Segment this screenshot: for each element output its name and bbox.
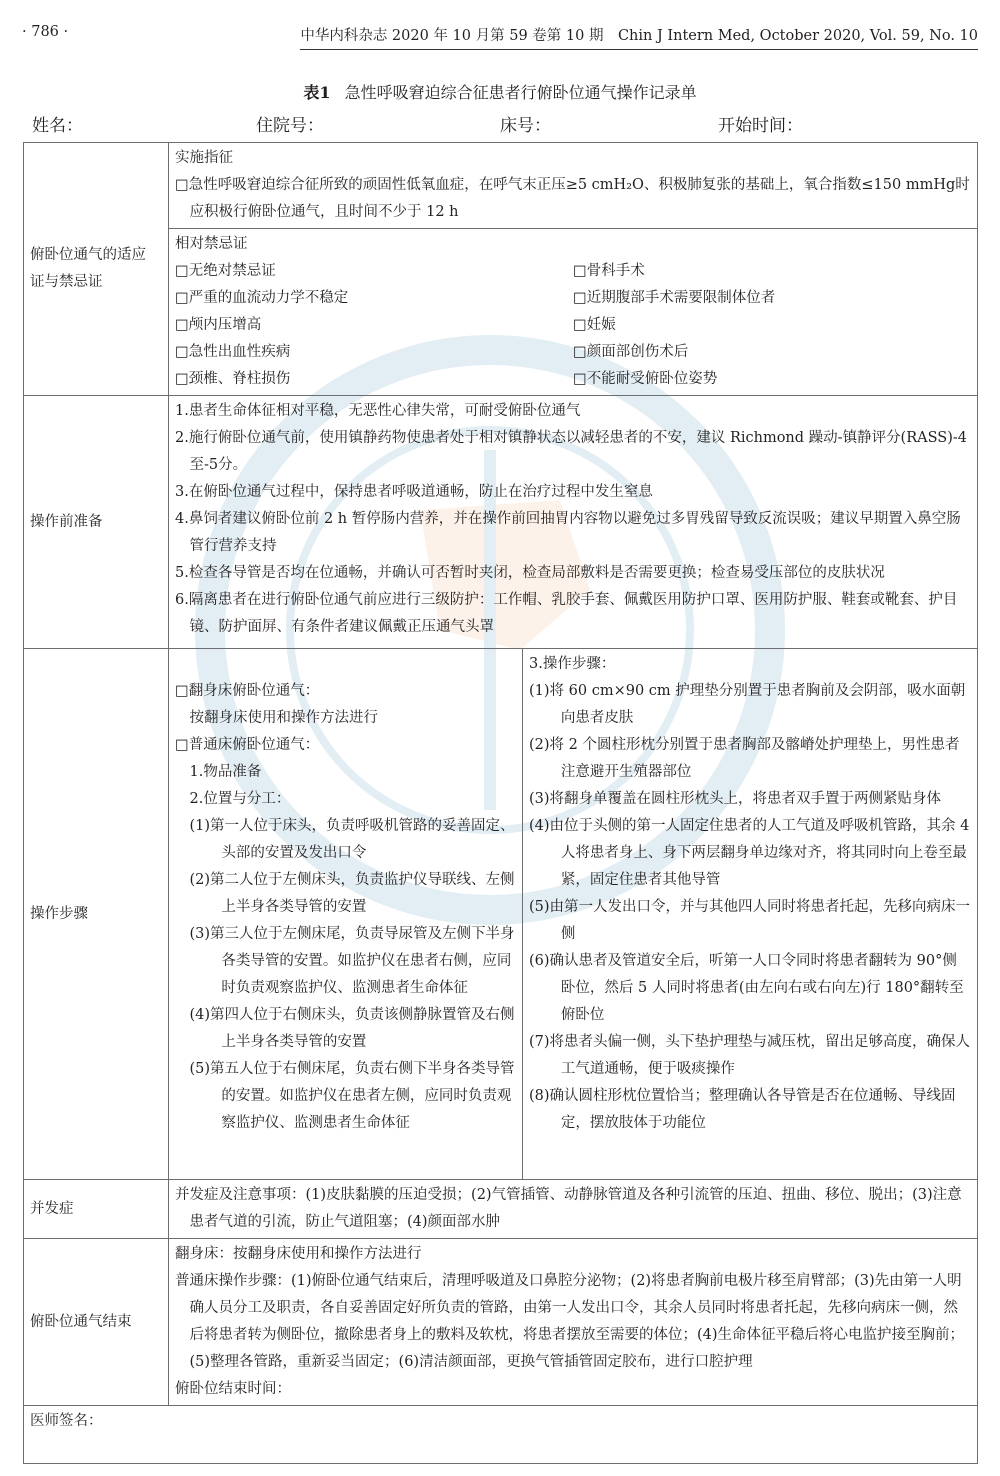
procedure-item: (8)确认圆柱形枕位置恰当；整理确认各导管是否在位通畅、导线固定，摆放肢体于功能位 [529, 1088, 956, 1131]
contra-item: □颈椎、脊柱损伤 [175, 371, 291, 387]
procedure-item: (3)将翻身单覆盖在圆柱形枕头上，将患者双手置于两侧紧贴身体 [529, 791, 942, 807]
hospital-no-field: 住院号： [256, 116, 324, 136]
prep-row [24, 396, 978, 649]
page-number: · 786 · [22, 24, 69, 40]
signature-row [24, 1406, 978, 1464]
start-time-field: 开始时间： [718, 116, 803, 136]
procedure-column [523, 649, 977, 1179]
complications-row [24, 1180, 978, 1239]
contra-right-list [573, 258, 971, 393]
procedure-item: (7)将患者头偏一侧，头下垫护理垫与减压枕，留出足够高度，确保人工气道通畅，便于吸痰操作 [529, 1034, 971, 1077]
end-normal-bed: 普通床操作步骤：(1)俯卧位通气结束后，清理呼吸道及口鼻腔分泌物；(2)将患者胸前电极片移至肩臂部；(3)先由第一人明确人员分工及职责，各自妥善固定好所负责的管路，由第一人发出口令，其余人员同时将患者托起，先移向病床一侧，然后将患者转为侧卧位，撤除患者身上的敷料及软枕，将患者摆放至需要的体位；(4)生命体征平稳后将心电监护接至胸前；(5)整理各管路，重新妥当固定；(6)清洁颜面部，更换气管插管固定胶布，进行口腔护理 [175, 1273, 965, 1370]
prep-item: 2.施行俯卧位通气前，使用镇静药物使患者处于相对镇静状态以减轻患者的不安，建议 Richmond 躁动-镇静评分(RASS)-4至-5分。 [175, 430, 968, 473]
positions-heading: 2.位置与分工： [189, 791, 291, 807]
position-item: (5)第五人位于右侧床尾，负责右侧下半身各类导管的安置。如监护仪在患者左侧，应同时负责观察监护仪、监测患者生命体征 [189, 1061, 515, 1131]
table-title-text: 急性呼吸窘迫综合征患者行俯卧位通气操作记录单 [344, 83, 697, 102]
contra-item: □不能耐受俯卧位姿势 [573, 371, 718, 387]
contra-item: □骨科手术 [573, 263, 645, 279]
procedure-item: (1)将 60 cm×90 cm 护理垫分别置于患者胸前及会阴部，吸水面朝向患者皮肤 [529, 683, 966, 726]
indication-label: 俯卧位通气的适应证与禁忌证 [24, 143, 169, 396]
signature-field: 医师签名： [24, 1406, 978, 1464]
position-item: (4)第四人位于右侧床头，负责该侧静脉置管及右侧上半身各类导管的安置 [189, 1007, 515, 1050]
prep-item: 1.患者生命体征相对平稳，无恶性心律失常，可耐受俯卧位通气 [175, 403, 581, 419]
contra-item: □近期腹部手术需要限制体位者 [573, 290, 776, 306]
table-title [0, 80, 1000, 103]
table-label: 表1 [303, 83, 331, 102]
bed-no-field: 床号： [500, 116, 551, 136]
prep-item: 3.在俯卧位通气过程中，保持患者呼吸道通畅，防止在治疗过程中发生窒息 [175, 484, 653, 500]
contra-heading: 相对禁忌证 [175, 236, 248, 252]
positions-column [169, 649, 523, 1179]
procedure-heading: 3.操作步骤： [529, 656, 616, 672]
end-turning-bed: 翻身床：按翻身床使用和操作方法进行 [175, 1246, 422, 1262]
steps-row [24, 649, 978, 1180]
end-row [24, 1239, 978, 1406]
position-item: (2)第二人位于左侧床头，负责监护仪导联线、左侧上半身各类导管的安置 [189, 872, 515, 915]
contra-item: □无绝对禁忌证 [175, 263, 276, 279]
procedure-item: (5)由第一人发出口令，并与其他四人同时将患者托起，先移向病床一侧 [529, 899, 971, 942]
position-item: (3)第三人位于左侧床尾，负责导尿管及左侧下半身各类导管的安置。如监护仪在患者右侧，应同时负责观察监护仪、监测患者生命体征 [189, 926, 515, 996]
procedure-item: (2)将 2 个圆柱形枕分别置于患者胸部及髂嵴处护理垫上，男性患者注意避开生殖器部位 [529, 737, 960, 780]
end-label: 俯卧位通气结束 [24, 1239, 169, 1406]
indication-heading: 实施指征 [175, 150, 233, 166]
normal-bed-option: □普通床俯卧位通气： [175, 737, 320, 753]
contra-item: □颜面部创伤术后 [573, 344, 689, 360]
end-time-field: 俯卧位结束时间： [175, 1381, 291, 1397]
procedure-item: (4)由位于头侧的第一人固定住患者的人工气道及呼吸机管路，其余 4 人将患者身上、身下两层翻身单边缘对齐，将其同时向上卷至最紧，固定住患者其他导管 [529, 818, 970, 888]
position-item: (1)第一人位于床头，负责呼吸机管路的妥善固定、头部的安置及发出口令 [189, 818, 515, 861]
journal-header: 中华内科杂志 2020 年 10 月第 59 卷第 10 期 Chin J Intern Med, October 2020, Vol. 59, No. 10 [300, 24, 978, 50]
turning-bed-option: □翻身床俯卧位通气： [175, 683, 320, 699]
indication-row [24, 143, 978, 229]
contra-item: □急性出血性疾病 [175, 344, 291, 360]
prep-item: 4.鼻饲者建议俯卧位前 2 h 暂停肠内营养，并在操作前回抽胃内容物以避免过多胃残留导致反流误吸；建议早期置入鼻空肠管行营养支持 [175, 511, 961, 554]
prep-item: 6.隔离患者在进行俯卧位通气前应进行三级防护：工作帽、乳胶手套、佩戴医用防护口罩、医用防护服、鞋套或靴套、护目镜、防护面屏、有条件者建议佩戴正压通气头罩 [175, 592, 958, 635]
indication-item: □急性呼吸窘迫综合征所致的顽固性低氧血症，在呼气末正压≥5 cmH₂O、积极肺复张的基础上，氧合指数≤150 mmHg时应积极行俯卧位通气，且时间不少于 12 h [175, 177, 970, 220]
steps-label: 操作步骤 [24, 649, 169, 1180]
contra-item: □颅内压增高 [175, 317, 262, 333]
contra-item: □严重的血流动力学不稳定 [175, 290, 349, 306]
prone-ventilation-record-table [23, 142, 978, 1464]
prep-items-heading: 1.物品准备 [189, 764, 262, 780]
name-field: 姓名： [32, 116, 83, 136]
procedure-item: (6)确认患者及管道安全后，听第一人口令同时将患者翻转为 90°侧卧位，然后 5 人同时将患者(由左向右或右向左)行 180°翻转至俯卧位 [529, 953, 964, 1023]
prep-label: 操作前准备 [24, 396, 169, 649]
contra-item: □妊娠 [573, 317, 616, 333]
complications-label: 并发症 [24, 1180, 169, 1239]
turning-bed-note: 按翻身床使用和操作方法进行 [189, 710, 378, 726]
prep-item: 5.检查各导管是否均在位通畅，并确认可否暂时夹闭，检查局部敷料是否需要更换；检查易受压部位的皮肤状况 [175, 565, 885, 581]
contra-left-list [175, 258, 573, 393]
complications-text: 并发症及注意事项：(1)皮肤黏膜的压迫受损；(2)气管插管、动静脉管道及各种引流管的压迫、扭曲、移位、脱出；(3)注意患者气道的引流，防止气道阻塞；(4)颜面部水肿 [175, 1187, 962, 1230]
